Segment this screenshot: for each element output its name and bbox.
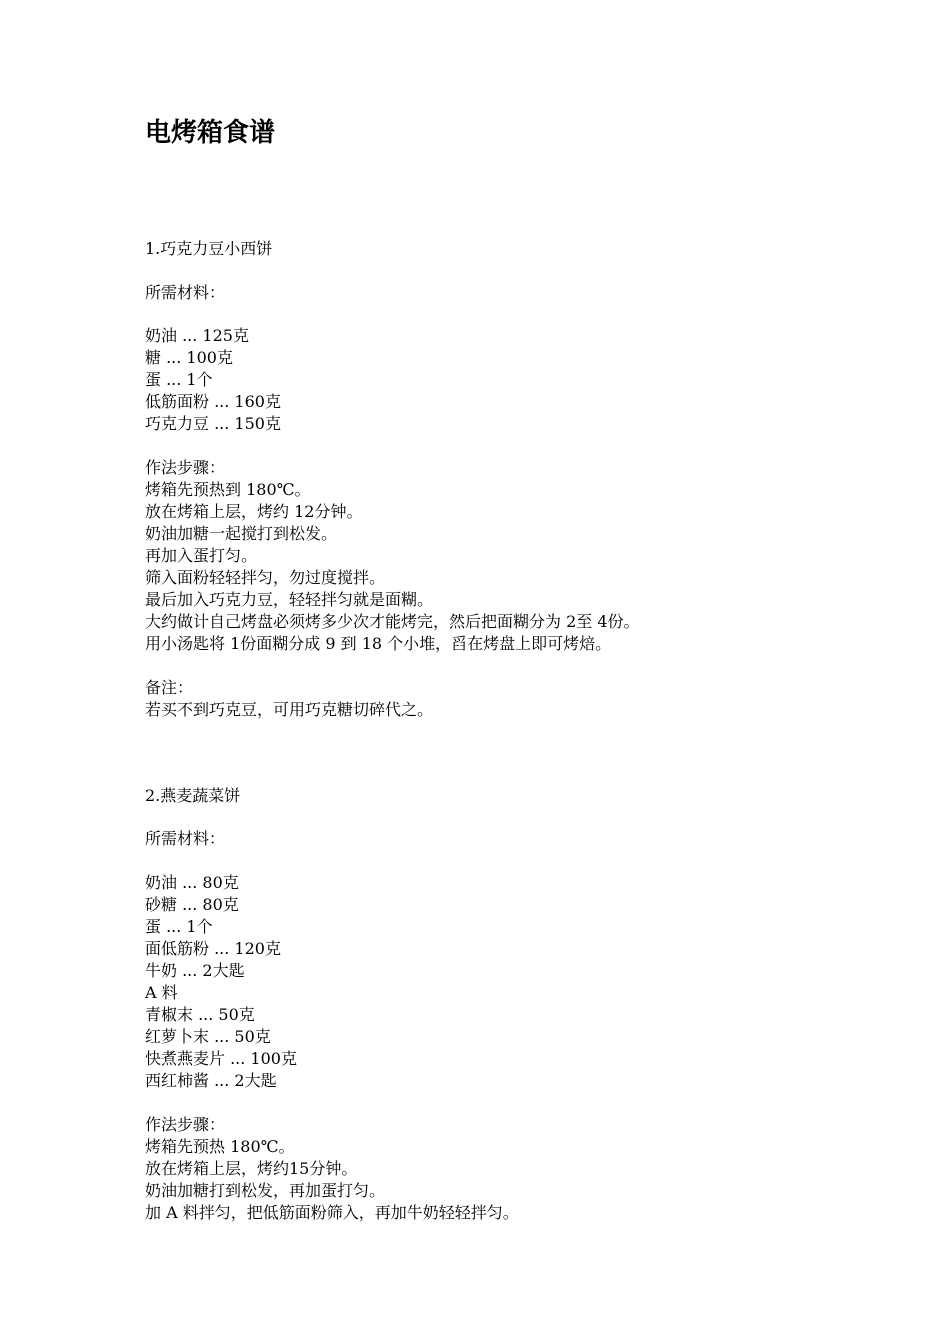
ingredient-line: 红萝卜末 ... 50克 [145, 1027, 271, 1046]
step-line: 奶油加糖一起搅打到松发。 [145, 524, 338, 543]
ingredient-line: 砂糖 ... 80克 [145, 895, 239, 914]
steps-label: 作法步骤： [145, 1115, 226, 1134]
ingredient-line: 糖 ... 100克 [145, 348, 233, 367]
step-line: 烤箱先预热 180℃。 [145, 1137, 295, 1156]
ingredient-line: 奶油 ... 80克 [145, 873, 239, 892]
ingredient-line: 低筋面粉 ... 160克 [145, 392, 281, 411]
document-page [145, 0, 925, 1344]
step-line: 奶油加糖打到松发，再加蛋打匀。 [145, 1181, 386, 1200]
ingredients-label: 所需材料： [145, 829, 226, 848]
step-line: 用小汤匙将 1份面糊分成 9 到 18 个小堆，舀在烤盘上即可烤焙。 [145, 634, 612, 653]
document-title: 电烤箱食谱 [145, 118, 276, 148]
steps-label: 作法步骤： [145, 458, 226, 477]
ingredients-label: 所需材料： [145, 283, 226, 302]
recipe-heading: 1.巧克力豆小西饼 [145, 239, 273, 258]
step-line: 筛入面粉轻轻拌匀，勿过度搅拌。 [145, 568, 386, 587]
note-line: 若买不到巧克豆，可用巧克糖切碎代之。 [145, 700, 434, 719]
ingredient-line: 奶油 ... 125克 [145, 326, 249, 345]
ingredient-line: 快煮燕麦片 ... 100克 [145, 1049, 297, 1068]
ingredient-line: 面低筋粉 ... 120克 [145, 939, 281, 958]
step-line: 大约做计自己烤盘必须烤多少次才能烤完，然后把面糊分为 2至 4份。 [145, 612, 640, 631]
step-line: 再加入蛋打匀。 [145, 546, 258, 565]
notes-label: 备注： [145, 678, 194, 697]
ingredient-line: 西红柿酱 ... 2大匙 [145, 1071, 277, 1090]
ingredient-line: 青椒末 ... 50克 [145, 1005, 255, 1024]
step-line: 最后加入巧克力豆，轻轻拌匀就是面糊。 [145, 590, 434, 609]
step-line: 放在烤箱上层，烤约15分钟。 [145, 1159, 358, 1178]
step-line: 加 A 料拌匀，把低筋面粉筛入，再加牛奶轻轻拌匀。 [145, 1203, 519, 1222]
ingredient-line: 蛋 ... 1个 [145, 370, 213, 389]
ingredient-line: 牛奶 ... 2大匙 [145, 961, 245, 980]
ingredient-line: 蛋 ... 1个 [145, 917, 213, 936]
ingredient-line: 巧克力豆 ... 150克 [145, 414, 281, 433]
step-line: 烤箱先预热到 180℃。 [145, 480, 311, 499]
recipe-heading: 2.燕麦蔬菜饼 [145, 786, 241, 805]
step-line: 放在烤箱上层，烤约 12分钟。 [145, 502, 363, 521]
ingredient-line: A 料 [145, 983, 178, 1002]
